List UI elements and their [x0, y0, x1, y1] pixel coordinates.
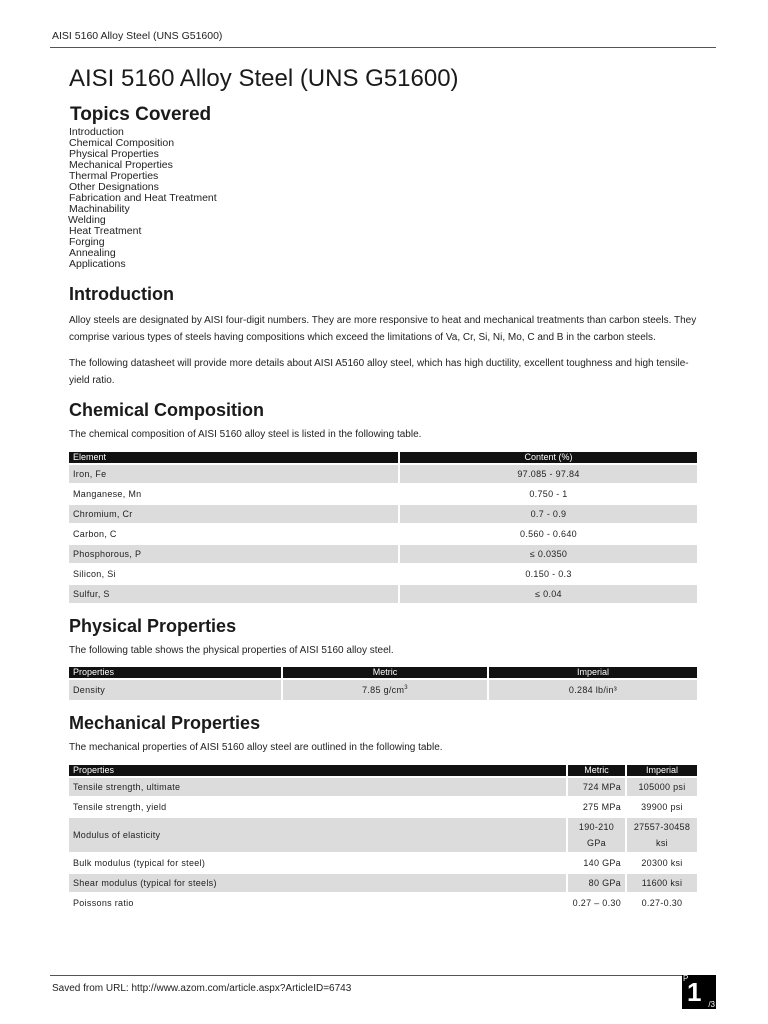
table-header-row — [69, 452, 697, 463]
metric-cell: 724 MPa — [568, 778, 625, 796]
imperial-cell: 27557-30458 ksi — [627, 818, 697, 852]
content-cell: 0.560 - 0.640 — [520, 528, 577, 539]
metric-cell — [283, 680, 487, 700]
imperial-cell: 0.284 lb/in³ — [489, 680, 697, 700]
column-header-metric: Metric — [568, 765, 625, 776]
column-header-properties: Properties — [69, 667, 281, 678]
content-cell: 97.085 - 97.84 — [400, 465, 697, 483]
topic-introduction[interactable]: Introduction — [69, 126, 124, 138]
footer-divider — [50, 975, 716, 976]
element-cell: Phosphorous, P — [69, 545, 398, 563]
table-row — [69, 585, 697, 603]
chemical-intro: The chemical composition of AISI 5160 alloy steel is listed in the following table. — [69, 429, 422, 440]
table-row — [69, 465, 697, 483]
introduction-paragraph-2: The following datasheet will provide more details about AISI A5160 alloy steel, which has high ductility, excellent toughness and high tensile-yield ratio. — [69, 358, 689, 386]
metric-superscript: 3 — [404, 685, 408, 691]
introduction-heading: Introduction — [69, 284, 174, 304]
imperial-cell: 105000 psi — [627, 778, 697, 796]
chemical-heading: Chemical Composition — [69, 400, 265, 420]
mechanical-intro: The mechanical properties of AISI 5160 alloy steel are outlined in the following table. — [69, 742, 443, 753]
page-title: AISI 5160 Alloy Steel (UNS G51600) — [69, 65, 459, 92]
source-url-text: Saved from URL: http://www.azom.com/article.aspx?ArticleID=6743 — [52, 983, 352, 994]
topic-applications[interactable]: Applications — [69, 258, 126, 270]
table-row — [69, 680, 697, 700]
metric-value: 7.85 g/cm — [362, 685, 405, 695]
page-prefix: P — [683, 974, 689, 983]
page-number-badge — [682, 975, 716, 1009]
chemical-table — [67, 450, 699, 605]
topic-other-designations[interactable]: Other Designations — [69, 181, 159, 193]
introduction-paragraph-1: Alloy steels are designated by AISI four-digit numbers. They are more responsive to heat and mechanical treatments than carbon steels. They comprise various types of steels having compositions which exceed the limitations of Va, Cr, Si, Ni, Mo, C and B in the carbon steels. — [69, 315, 697, 343]
table-row — [69, 505, 697, 523]
topic-physical-properties[interactable]: Physical Properties — [69, 148, 159, 160]
header-title: AISI 5160 Alloy Steel (UNS G51600) — [52, 30, 223, 42]
page-total: /3 — [708, 1000, 715, 1009]
element-cell: Chromium, Cr — [69, 505, 398, 523]
table-row — [69, 894, 697, 912]
element-cell: Manganese, Mn — [73, 488, 142, 499]
property-cell: Poissons ratio — [73, 897, 134, 908]
physical-table — [67, 665, 699, 702]
table-row — [69, 874, 697, 892]
header-divider — [50, 47, 716, 48]
table-header-row — [69, 667, 697, 678]
column-header-element: Element — [69, 452, 398, 463]
content-cell: ≤ 0.0350 — [400, 545, 697, 563]
metric-cell: 140 GPa — [583, 857, 621, 868]
main-content — [69, 64, 697, 914]
content-cell: 0.750 - 1 — [529, 488, 568, 499]
topic-machinability[interactable]: Machinability — [69, 203, 130, 215]
topic-heat-treatment[interactable]: Heat Treatment — [69, 225, 142, 237]
table-row — [69, 854, 697, 872]
metric-cell: 190-210 GPa — [568, 818, 625, 852]
table-row — [69, 818, 697, 852]
content-cell: 0.150 - 0.3 — [525, 568, 572, 579]
mechanical-table — [67, 763, 699, 914]
table-row — [69, 778, 697, 796]
element-cell: Silicon, Si — [73, 568, 116, 579]
table-header-row — [69, 765, 697, 776]
page-number: 1 — [687, 977, 702, 1007]
property-cell: Density — [69, 680, 281, 700]
property-cell: Modulus of elasticity — [69, 818, 566, 852]
topics-heading: Topics Covered — [70, 104, 212, 125]
topic-forging[interactable]: Forging — [69, 236, 105, 248]
imperial-cell: 0.27-0.30 — [641, 897, 683, 908]
table-row — [69, 545, 697, 563]
imperial-cell: 20300 ksi — [641, 857, 683, 868]
mechanical-heading: Mechanical Properties — [69, 713, 261, 733]
content-cell: 0.7 - 0.9 — [400, 505, 697, 523]
imperial-cell: 11600 ksi — [627, 874, 697, 892]
physical-intro: The following table shows the physical properties of AISI 5160 alloy steel. — [69, 644, 394, 656]
column-header-imperial: Imperial — [489, 667, 697, 678]
column-header-content: Content (%) — [400, 452, 697, 463]
element-cell: Iron, Fe — [69, 465, 398, 483]
property-cell: Tensile strength, yield — [73, 801, 167, 812]
topics-list — [69, 127, 697, 270]
topic-welding[interactable]: Welding — [68, 214, 106, 226]
table-row — [69, 485, 697, 503]
element-cell: Carbon, C — [73, 528, 117, 539]
column-header-metric: Metric — [283, 667, 487, 678]
table-row — [69, 525, 697, 543]
table-row — [69, 565, 697, 583]
column-header-properties: Properties — [69, 765, 566, 776]
topic-annealing[interactable]: Annealing — [69, 247, 116, 259]
metric-cell: 80 GPa — [568, 874, 625, 892]
content-cell: ≤ 0.04 — [400, 585, 697, 603]
property-cell: Tensile strength, ultimate — [69, 778, 566, 796]
element-cell: Sulfur, S — [69, 585, 398, 603]
metric-cell: 275 MPa — [582, 801, 621, 812]
topic-chemical-composition[interactable]: Chemical Composition — [69, 137, 175, 149]
table-row — [69, 798, 697, 816]
property-cell: Bulk modulus (typical for steel) — [73, 857, 206, 868]
imperial-cell: 39900 psi — [641, 801, 683, 812]
topic-thermal-properties[interactable]: Thermal Properties — [69, 170, 159, 182]
topic-fabrication[interactable]: Fabrication and Heat Treatment — [69, 192, 217, 204]
physical-heading: Physical Properties — [69, 615, 237, 636]
column-header-imperial: Imperial — [627, 765, 697, 776]
property-cell: Shear modulus (typical for steels) — [69, 874, 566, 892]
metric-cell: 0.27 – 0.30 — [572, 897, 621, 908]
topic-mechanical-properties[interactable]: Mechanical Properties — [69, 159, 173, 171]
